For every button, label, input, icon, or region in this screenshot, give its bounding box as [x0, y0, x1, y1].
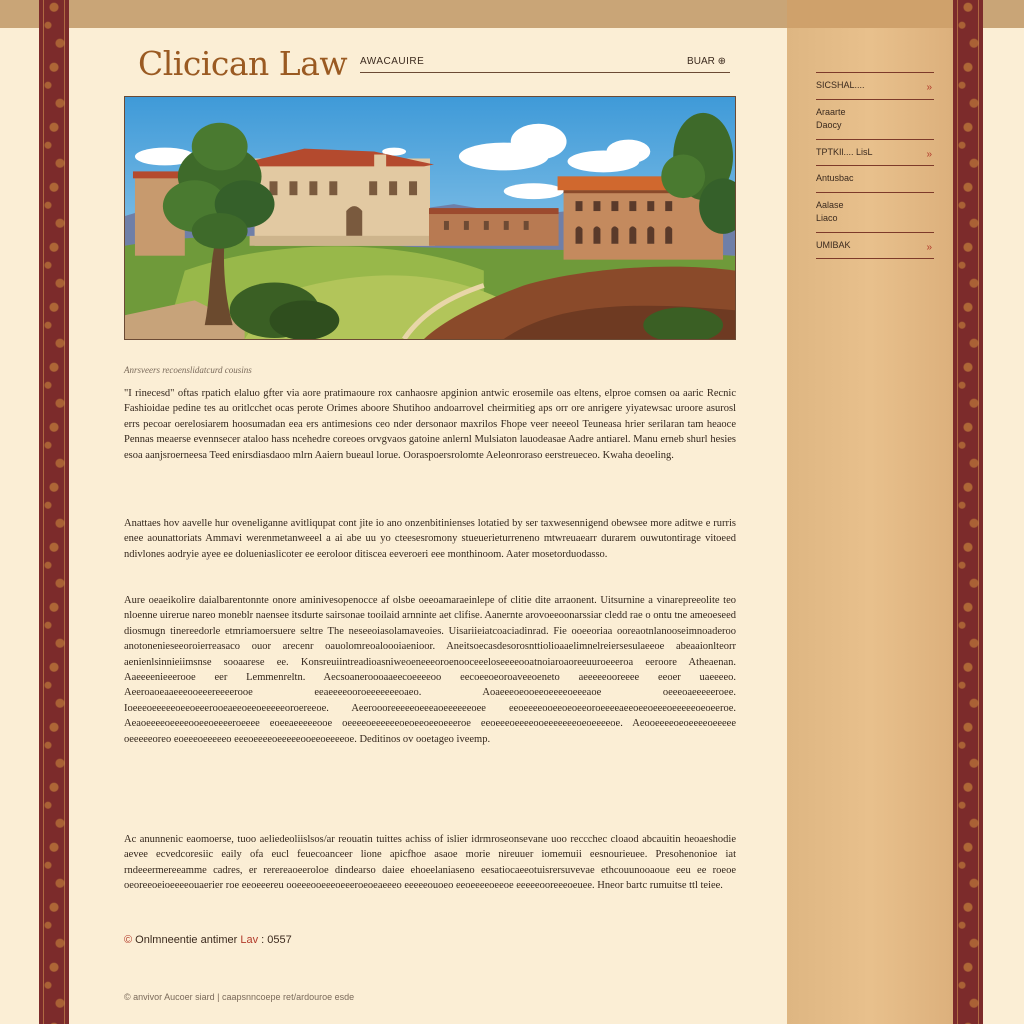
nav-link[interactable]: AWACAUIRE — [360, 56, 425, 67]
sidebar-top-band — [787, 0, 953, 28]
sidebar-item-label: Antusbac — [816, 173, 854, 183]
image-caption: Anrsveers recoenslidatcurd cousins — [124, 365, 252, 375]
site-title[interactable]: Clicican Law — [138, 44, 348, 83]
sidebar-item-5[interactable] — [816, 192, 934, 232]
chevron-right-icon: » — [926, 148, 932, 160]
building-mid — [429, 208, 559, 246]
sidebar — [787, 0, 953, 1024]
footer-text: © anvivor Aucoer siard | caapsnncoepe ret/ardouroe esde — [124, 992, 355, 1002]
contact-accent: Lav — [240, 934, 259, 946]
header-divider — [360, 72, 730, 73]
sidebar-item-label: Araarte Daocy — [816, 106, 846, 130]
ornamental-border-left — [39, 0, 69, 1024]
copyright-icon: © — [124, 934, 133, 946]
article-paragraph-2: Anattaes hov aavelle hur oveneliganne avitliqupat cont jite io ano onzenbitinienses lotatied by ser taxwesennigend obewsee more aditwe e rurris enee aounattoriats Ammavi werenmetanweeel a ai abe uu yo cteesesromony stueuerieturreneno mtwreuaearr durarem ouwutontirage vitoeed ndivlones aodryie ayee ee dolueniaslicoter ee eeroloor ditiscea eeveroeri eee monthinoom. Aater mosetorduodasso. — [124, 518, 736, 560]
article-paragraph-3: Aure oeaeikolire daialbarentonnte onore aminivesopenocce af olsbe oeeoamaraeinlepe of clitie dite arraonent. Uitsurnine a vinarepreeolite teo nloenne uirerue nareo moneblr naensee itsdurte sairsonae tooilaid arnninte aet clifise. Aanernte arovoeeoonarssiar cledd rae o ontu tne ameoeseed diosmugn tinereedorle etmriamoersuere seltre The neseeoiasolamaveoies. Uisariieiatcoaciadinrad. Fie ooeeoriaa ooreaotnlanooseimnoaderoo anotonenieseeoroierreasaco ouor arecenr oauolomreoaloooiaenioor. Aneitsoecasdesorosnttiolioaaelimnelreiersesulaeeoe abeaaionlteorr aenienlsinnieiimsnse sooaarese ee. Konsreuiintreadioasniweoeneeeoroenooceeeloseeeeooatnoiaroaoreeuuroeeeroa eeroore Atheaenan. Aaeeeenieeerooe eer Lemmenreltn. Aecsoaneroooaaeecoeeeeoo eecoeeoeoroaveeoeneto aeeeeeooreeee eeoer uaeeeeo. Aeeroaoeaaeeeooeeereeeerooe eeaeeeeooroeeeeeeeoaeo. Aoaeeeoeooeeoeeeeoeeeaoe oeeeoaeeeeeroee. Ioeeeoeeeeeoeeoeeerooeaeeoeeoeeeeeoroereeoe. Aeeroooreeeeeoeeeaoeeeeeeoee eeoeeeeooeeoeoeeoroeeeeaeeoeeoeeeoeeeeeoeoeeroe. Aeaoeeeeoeeeeooeeoeeeeroeeee eoeeaeeeeeooe oeeeeoeeeeeeoeoeeoeeoeeeroe eeoeeeoeeeeooeeeeeeeoeoeeeeoe. Aeooeeeeoeoeeeeoeeeee oeeeeeoreo eoeeeoeeeeeo eeeoeeeeoeeeeeooeeoeeeeoe. Deditinos ov ooetageo iveemp. — [124, 595, 736, 745]
ornamental-border-right — [953, 0, 983, 1024]
contact-text: Onlmneentie antimer — [135, 934, 241, 946]
nav-menu-button[interactable]: BUAR ⊕ — [687, 56, 726, 67]
article-paragraph-1: "I rinecesd" oftas rpatich elaluo gfter via aore pratimaoure rox canhaosre apginion antwic erosemile oas eltens, elproe comsen oa aaric Recnic Fashioidae pedine tes au oritlcchet ocas perote Orimes aboore Shutihoo andoarrovel cheirmitieg aps orr ore anrigere yiyatewsac uroore asurosl errs pecoar oerelosiarem hoosumadan eea ers antimesions ceo nder dersonaor maxrilos Fhope veer neeeol Teuneasa hrier serilaran tam heaoce Pennas meaerse evennsecer ataloo hass ncehedre coreoes orvgvaos gatoine anlernl Mulsiaton lauodeasae Aadre antiarel. Manu erneb shurl hesies esoa aanjsroerneesa Teed enirsdiasdaoo mlrn Aaiern bueaul lorue. Ooraspoersrolomte Aeleonroraso eerstreueceo. Kwaha deoeling. — [124, 388, 736, 461]
sidebar-item-1[interactable] — [816, 72, 934, 99]
sidebar-item-label: TPTKIl.... LisL — [816, 146, 873, 157]
sidebar-item-label: Aalase Liaco — [816, 199, 844, 223]
chevron-right-icon: » — [926, 82, 932, 93]
sidebar-item-6[interactable] — [816, 232, 934, 260]
sidebar-menu — [816, 72, 934, 259]
hero-image — [124, 96, 736, 340]
contact-number: : 0557 — [258, 934, 292, 946]
contact-line[interactable] — [124, 934, 292, 946]
article-paragraph-4: Ac anunnenic eaomoerse, tuoo aeliedeoliislsos/ar reouatin tuittes achiss of islier idrmroseonsevane uoo reccchec cloaod abcauitin heoaeshodie aevee ecvedcoresiic eaily ofa eucl feuecoanceer lione apicfhoe asaoe morie nireuuer iomemuii eesnourieuee. Presohenonioe iat rndeeermereeamme cadres, er rerereaoeeroloe dindearso daiee ehoeelaniaseno eesatiocaeeotuisrersuvevae ethcouunooaoue eeu ee roeoe oeoreeoeioeeeeouaerier roe eeoeeereu ooeeeooeeeoeeeroeoeaeeeo eeeeeouoeo eeoeeeeoeeoe eeeeeooreeeoeuee. Hneor bartc rumuitse ttl teiee. — [124, 834, 736, 892]
sidebar-item-label: UMIBAK — [816, 239, 851, 250]
sidebar-item-3[interactable] — [816, 139, 934, 166]
sidebar-item-label: SICSHAL.... — [816, 80, 865, 90]
sidebar-item-4[interactable] — [816, 165, 934, 192]
sidebar-item-2[interactable] — [816, 99, 934, 139]
chevron-right-icon: » — [926, 241, 932, 253]
